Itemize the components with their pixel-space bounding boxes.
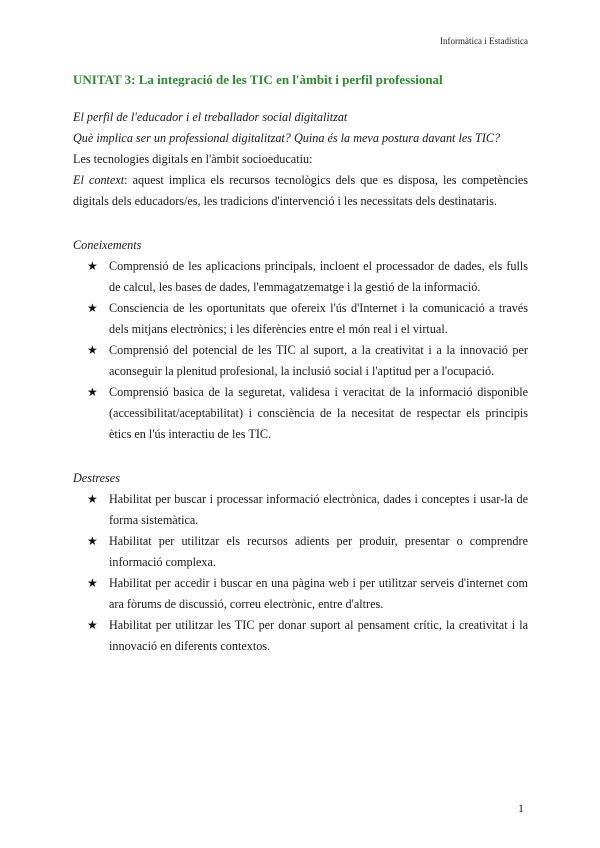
list-item-text: Habilitat per buscar i processar informació electrònica, dades i conceptes i usar-la de forma sistemàtica. bbox=[109, 492, 528, 527]
page-content bbox=[73, 71, 528, 657]
list-item bbox=[73, 531, 528, 573]
star-icon: ★ bbox=[87, 385, 98, 399]
star-icon: ★ bbox=[87, 534, 98, 548]
list-item bbox=[73, 573, 528, 615]
destreses-list bbox=[73, 489, 528, 657]
star-icon: ★ bbox=[87, 259, 98, 273]
list-item-text: Habilitat per utilitzar els recursos adients per produir, presentar o comprendre informació complexa. bbox=[109, 534, 528, 569]
page-number: 1 bbox=[518, 801, 524, 815]
unit-title: UNITAT 3: La integració de les TIC en l'àmbit i perfil professional bbox=[73, 72, 443, 87]
list-item-text: Habilitat per accedir i buscar en una pàgina web i per utilitzar serveis d'internet com ara fòrums de discussió, correu electrònic, entre d'altres. bbox=[109, 576, 528, 611]
star-icon: ★ bbox=[87, 576, 98, 590]
destreses-heading: Destreses bbox=[73, 471, 120, 485]
coneixements-heading: Coneixements bbox=[73, 238, 142, 252]
star-icon: ★ bbox=[87, 618, 98, 632]
context-label: El context bbox=[73, 173, 125, 187]
list-item-text: Habilitat per utilitzar les TIC per donar suport al pensament crític, la creativitat i la innovació en diferents contextos. bbox=[109, 618, 528, 653]
intro-line: Les tecnologies digitals en l'àmbit socioeducatiu: bbox=[73, 152, 313, 166]
intro-subtitle: El perfil de l'educador i el treballador social digitalitzat bbox=[73, 110, 348, 124]
coneixements-list bbox=[73, 256, 528, 445]
list-item-text: Consciencia de les oportunitats que ofereix l'ús d'Internet i la comunicació a través dels mitjans electrònics; i les diferències entre el món real i el virtual. bbox=[109, 301, 528, 336]
list-item bbox=[73, 298, 528, 340]
intro-question: Què implica ser un professional digitalitzat? Quina és la meva postura davant les TIC? bbox=[73, 131, 501, 145]
context-paragraph bbox=[73, 170, 528, 212]
star-icon: ★ bbox=[87, 301, 98, 315]
list-item-text: Comprensió de les aplicacions principals, incloent el processador de dades, els fulls de calcul, les bases de dades, l'emmagatzematge i la gestió de la informació. bbox=[109, 259, 528, 294]
list-item bbox=[73, 382, 528, 445]
list-item bbox=[73, 340, 528, 382]
list-item-text: Comprensió del potencial de les TIC al suport, a la creativitat i a la innovació per aconseguir la plenitud profesional, la inclusió social i l'aptitud per a l'ocupació. bbox=[109, 343, 528, 378]
list-item bbox=[73, 615, 528, 657]
context-text: : aquest implica els recursos tecnològics dels que es disposa, les competències digitals dels educadors/es, les tradicions d'intervenció i les necessitats dels destinataris. bbox=[73, 173, 528, 208]
list-item bbox=[73, 489, 528, 531]
star-icon: ★ bbox=[87, 492, 98, 506]
list-item-text: Comprensió basica de la seguretat, validesa i veracitat de la informació disponible (accessibilitat/aceptabilitat) i consciència de la necesitat de respectar els principis ètics en l'ús interactiu de les TIC. bbox=[109, 385, 528, 441]
star-icon: ★ bbox=[87, 343, 98, 357]
list-item bbox=[73, 256, 528, 298]
running-header: Informàtica i Estadística bbox=[440, 36, 528, 46]
